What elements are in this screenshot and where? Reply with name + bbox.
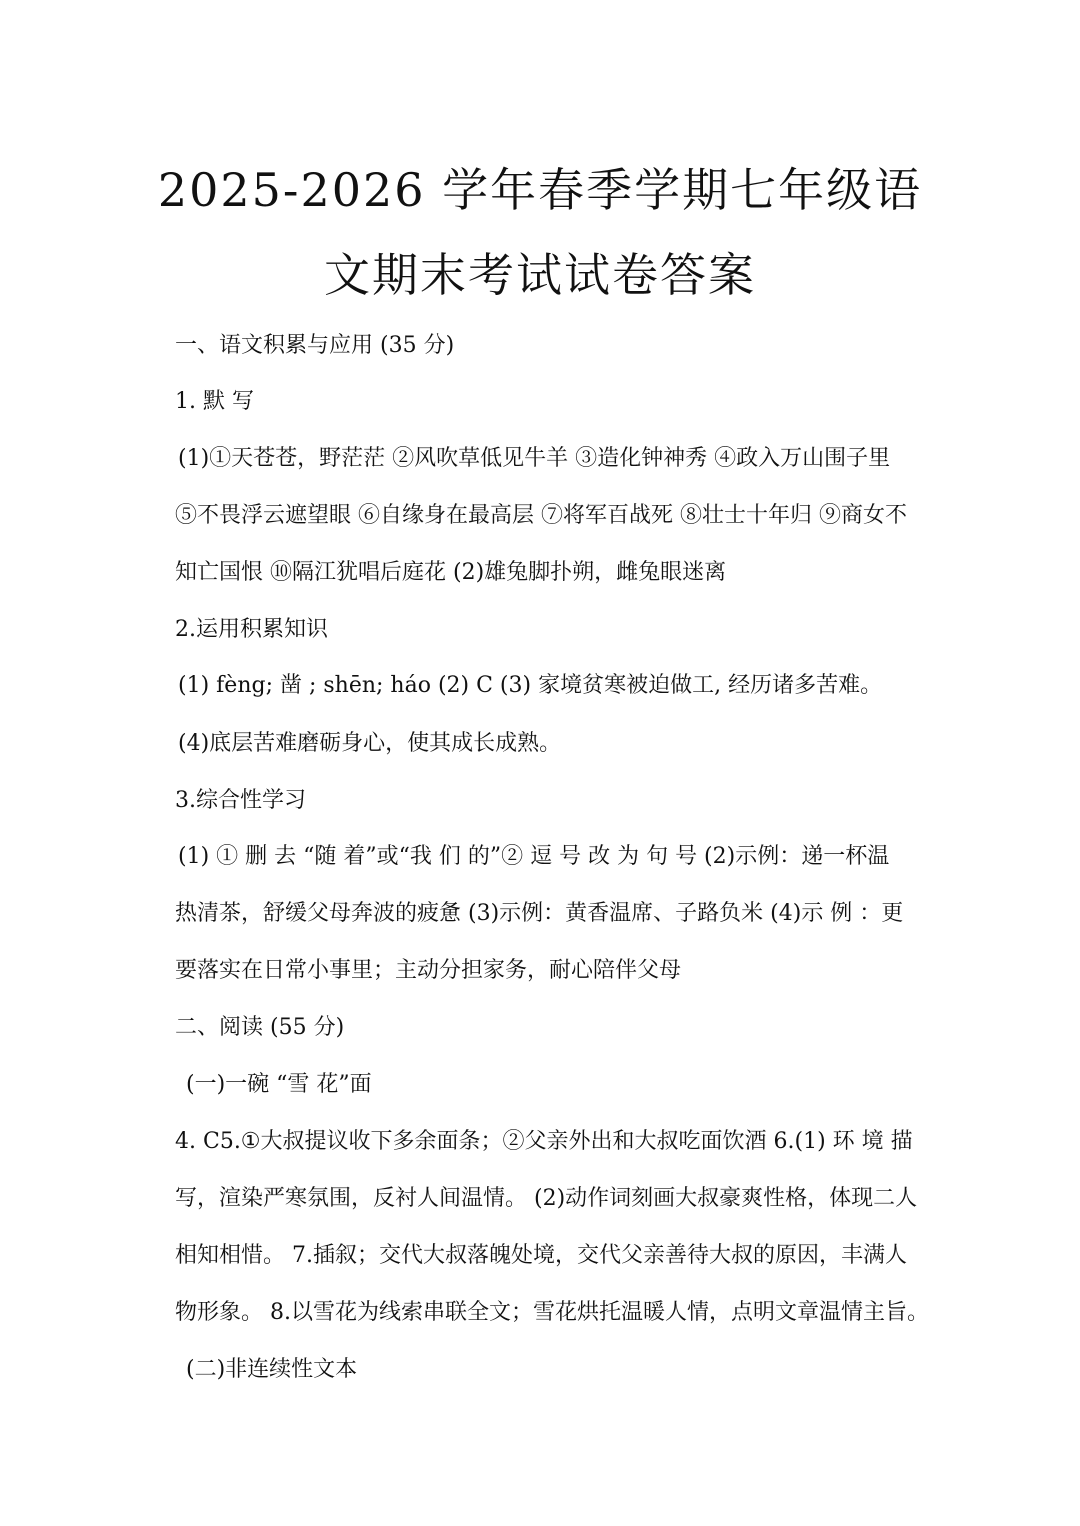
- answer-line: 物形象。 8.以雪花为线索串联全文；雪花烘托温暖人情，点明文章温情主旨。: [175, 1300, 929, 1325]
- passage-heading-2: (二)非连续性文本: [186, 1357, 358, 1382]
- document-title-line-1: 2025-2026 学年春季学期七年级语: [157, 163, 923, 217]
- answer-line: 写，渲染严寒氛围，反衬人间温情。 (2)动作词刻画大叔豪爽性格，体现二人: [175, 1186, 918, 1211]
- answer-line: 4. C5.①大叔提议收下多余面条；②父亲外出和大叔吃面饮酒 6.(1) 环 境 描: [175, 1129, 913, 1154]
- answer-line: 要落实在日常小事里；主动分担家务，耐心陪伴父母: [175, 958, 682, 983]
- question-heading-1: 1. 默 写: [175, 389, 254, 414]
- section-heading-reading: 二、阅读 (55 分): [175, 1015, 345, 1040]
- answer-line: 相知相惜。 7.插叙；交代大叔落魄处境，交代父亲善待大叔的原因，丰满人: [175, 1243, 907, 1268]
- question-heading-3: 3.综合性学习: [175, 788, 306, 813]
- question-heading-2: 2.运用积累知识: [175, 617, 328, 642]
- answer-line: ⑤不畏浮云遮望眼 ⑥自缘身在最高层 ⑦将军百战死 ⑧壮士十年归 ⑨商女不: [175, 503, 907, 528]
- answer-line: (1)①天苍苍，野茫茫 ②风吹草低见牛羊 ③造化钟神秀 ④政入万山围子里: [178, 446, 891, 471]
- document-title-line-2: 文期末考试试卷答案: [324, 248, 756, 302]
- answer-line: 热清茶，舒缓父母奔波的疲惫 (3)示例：黄香温席、子路负米 (4)示 例 ：更: [175, 901, 904, 926]
- passage-heading-1: (一)一碗 “雪 花”面: [186, 1072, 372, 1097]
- answer-line: (1) fèng; 凿 ; shēn; háo (2) C (3) 家境贫寒被迫做工, 经历诸多苦难。: [178, 673, 883, 698]
- answer-line: 知亡国恨 ⑩隔江犹唱后庭花 (2)雄兔脚扑朔，雌兔眼迷离: [175, 560, 727, 585]
- section-heading-accumulation: 一、语文积累与应用 (35 分): [175, 333, 455, 358]
- answer-line: (4)底层苦难磨砺身心，使其成长成熟。: [178, 731, 562, 756]
- answer-line: (1) ① 删 去 “随 着”或“我 们 的”② 逗 号 改 为 句 号 (2)示例：递一杯温: [178, 844, 890, 869]
